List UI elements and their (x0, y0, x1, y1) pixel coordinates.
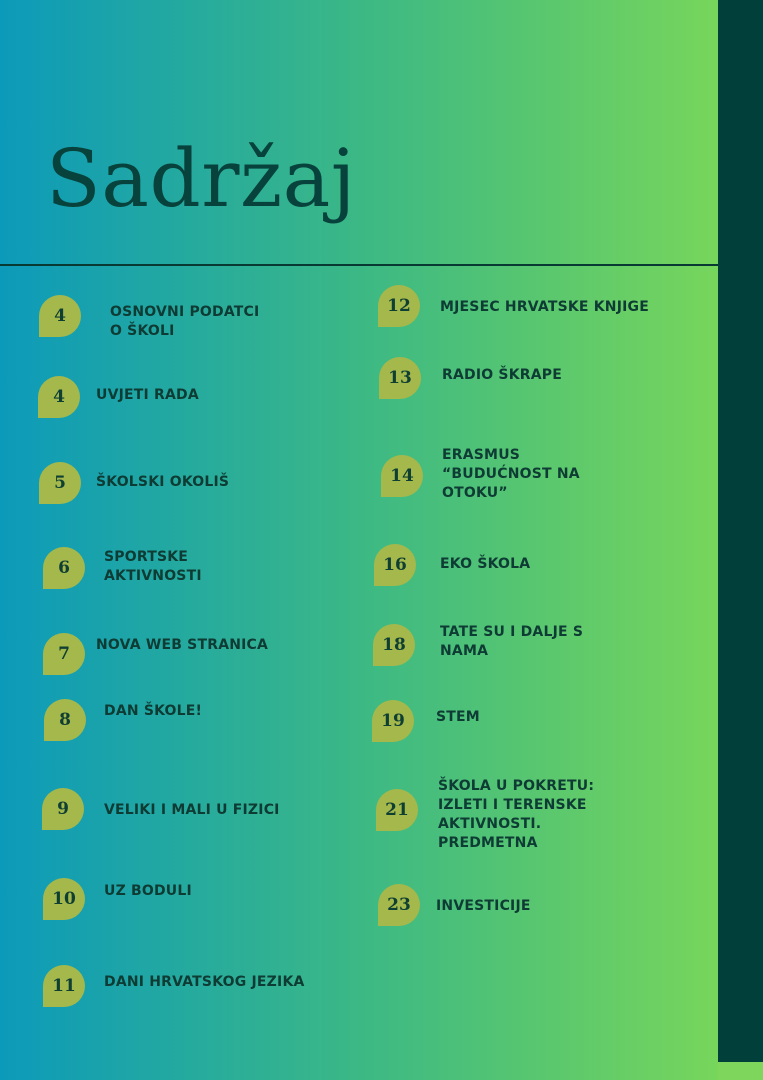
toc-item-title[interactable]: ŠKOLSKI OKOLIŠ (96, 474, 230, 490)
toc-item-title[interactable]: EKO ŠKOLA (440, 556, 531, 572)
toc-item-title[interactable]: INVESTICIJE (436, 898, 531, 914)
toc-page-badge: 14 (381, 455, 423, 497)
toc-page-badge: 11 (43, 965, 85, 1007)
right-decorative-bar (718, 0, 763, 1062)
toc-page-badge: 4 (39, 295, 81, 337)
toc-page-badge: 9 (42, 788, 84, 830)
toc-page-badge: 23 (378, 884, 420, 926)
toc-item-title[interactable]: DANI HRVATSKOG JEZIKA (104, 974, 305, 990)
toc-page-badge: 8 (44, 699, 86, 741)
toc-item-title[interactable]: NOVA WEB STRANICA (96, 637, 269, 653)
toc-page-badge: 21 (376, 789, 418, 831)
toc-page-badge: 7 (43, 633, 85, 675)
toc-item-title[interactable]: RADIO ŠKRAPE (442, 367, 562, 383)
toc-item-title[interactable]: SPORTSKE AKTIVNOSTI (104, 549, 202, 584)
toc-page-badge: 4 (38, 376, 80, 418)
toc-page-badge: 10 (43, 878, 85, 920)
toc-item-title[interactable]: ŠKOLA U POKRETU: IZLETI I TERENSKE AKTIVNOSTI. PREDMETNA (438, 778, 595, 851)
toc-item-title[interactable]: UVJETI RADA (96, 387, 199, 403)
toc-item-title[interactable]: TATE SU I DALJE S NAMA (440, 624, 584, 659)
toc-page-badge: 13 (379, 357, 421, 399)
toc-item-title[interactable]: UZ BODULI (104, 883, 192, 899)
toc-page-badge: 19 (372, 700, 414, 742)
toc-item-title[interactable]: OSNOVNI PODATCI O ŠKOLI (110, 304, 260, 339)
title-divider (0, 264, 718, 266)
toc-page-badge: 12 (378, 285, 420, 327)
page-title: Sadržaj (46, 132, 357, 225)
toc-page-badge: 6 (43, 547, 85, 589)
toc-item-title[interactable]: ERASMUS “BUDUĆNOST NA OTOKU” (442, 447, 580, 501)
toc-page-badge: 5 (39, 462, 81, 504)
bottom-strip (718, 1062, 763, 1080)
toc-page-badge: 18 (373, 624, 415, 666)
toc-page-badge: 16 (374, 544, 416, 586)
toc-item-title[interactable]: VELIKI I MALI U FIZICI (104, 802, 280, 818)
toc-item-title[interactable]: MJESEC HRVATSKE KNJIGE (440, 299, 649, 315)
toc-item-title[interactable]: STEM (436, 709, 480, 725)
toc-item-title[interactable]: DAN ŠKOLE! (104, 703, 203, 719)
